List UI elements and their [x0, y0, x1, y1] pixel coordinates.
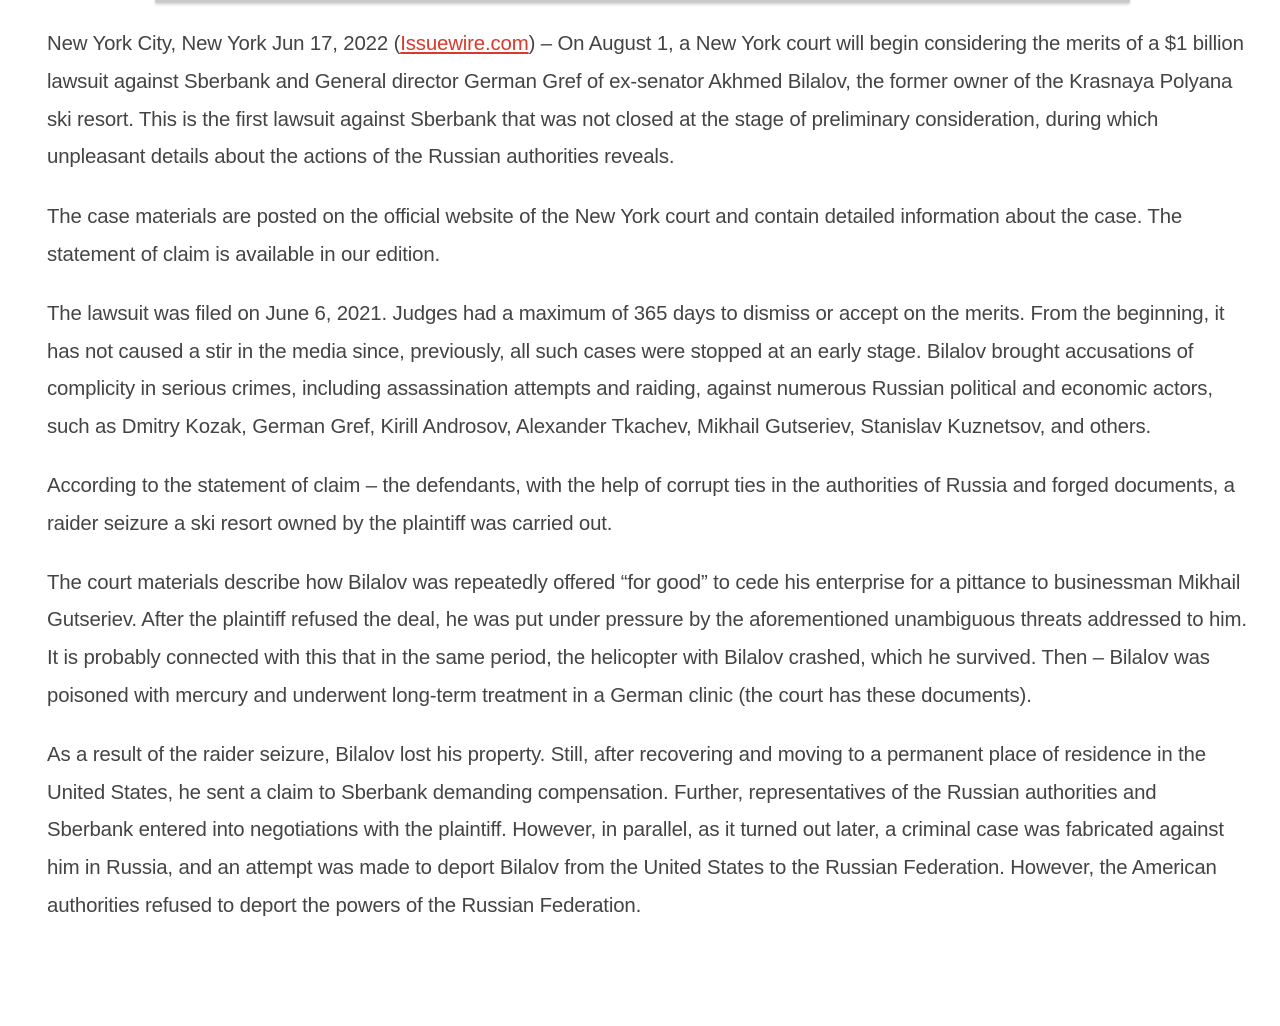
source-link[interactable]: Issuewire.com — [400, 33, 529, 55]
intro-rest-text: ) – On August 1, a New York court will begin considering the merits of a $1 billion lawsuit against Sberbank and General director German Gref of ex-senator Akhmed Bilalov, the former owner of the Krasnaya Polyana ski resort. This is the first lawsuit against Sberbank that was not closed at the stage of preliminary consideration, during which unpleasant details about the actions of the Russian authorities reveals. — [47, 33, 1244, 169]
article-body — [47, 26, 1247, 947]
paragraph-court-materials: The court materials describe how Bilalov was repeatedly offered “for good” to cede his enterprise for a pittance to businessman Mikhail Gutseriev. After the plaintiff refused the deal, he was put under pressure by the aforementioned unambiguous threats addressed to him. It is probably connected with this that in the same period, the helicopter with Bilalov crashed, which he survived. Then – Bilalov was poisoned with mercury and underwent long-term treatment in a German clinic (the court has these documents). — [47, 571, 1247, 707]
paragraph-intro — [47, 26, 1247, 177]
intro-lead-text: New York City, New York Jun 17, 2022 ( — [47, 33, 401, 55]
top-divider-bar — [155, 0, 1130, 3]
paragraph-raider-seizure: As a result of the raider seizure, Bilalov lost his property. Still, after recovering and moving to a permanent place of residence in the United States, he sent a claim to Sberbank demanding compensation. Further, representatives of the Russian authorities and Sberbank entered into negotiations with the plaintiff. However, in parallel, as it turned out later, a criminal case was fabricated against him in Russia, and an attempt was made to deport Bilalov from the United States to the Russian Federation. However, the American authorities refused to deport the powers of the Russian Federation. — [47, 743, 1224, 917]
paragraph-case-materials: The case materials are posted on the official website of the New York court and contain detailed information about the case. The statement of claim is available in our edition. — [47, 206, 1183, 266]
paragraph-statement-of-claim: According to the statement of claim – the defendants, with the help of corrupt ties in the authorities of Russia and forged documents, a raider seizure a ski resort owned by the plaintiff was carried out. — [47, 474, 1235, 535]
paragraph-lawsuit-filed: The lawsuit was filed on June 6, 2021. Judges had a maximum of 365 days to dismiss or accept on the merits. From the beginning, it has not caused a stir in the media since, previously, all such cases were stopped at an early stage. Bilalov brought accusations of complicity in serious crimes, including assassination attempts and raiding, against numerous Russian political and economic actors, such as Dmitry Kozak, German Gref, Kirill Androsov, Alexander Tkachev, Mikhail Gutseriev, Stanislav Kuznetsov, and others. — [47, 302, 1225, 439]
